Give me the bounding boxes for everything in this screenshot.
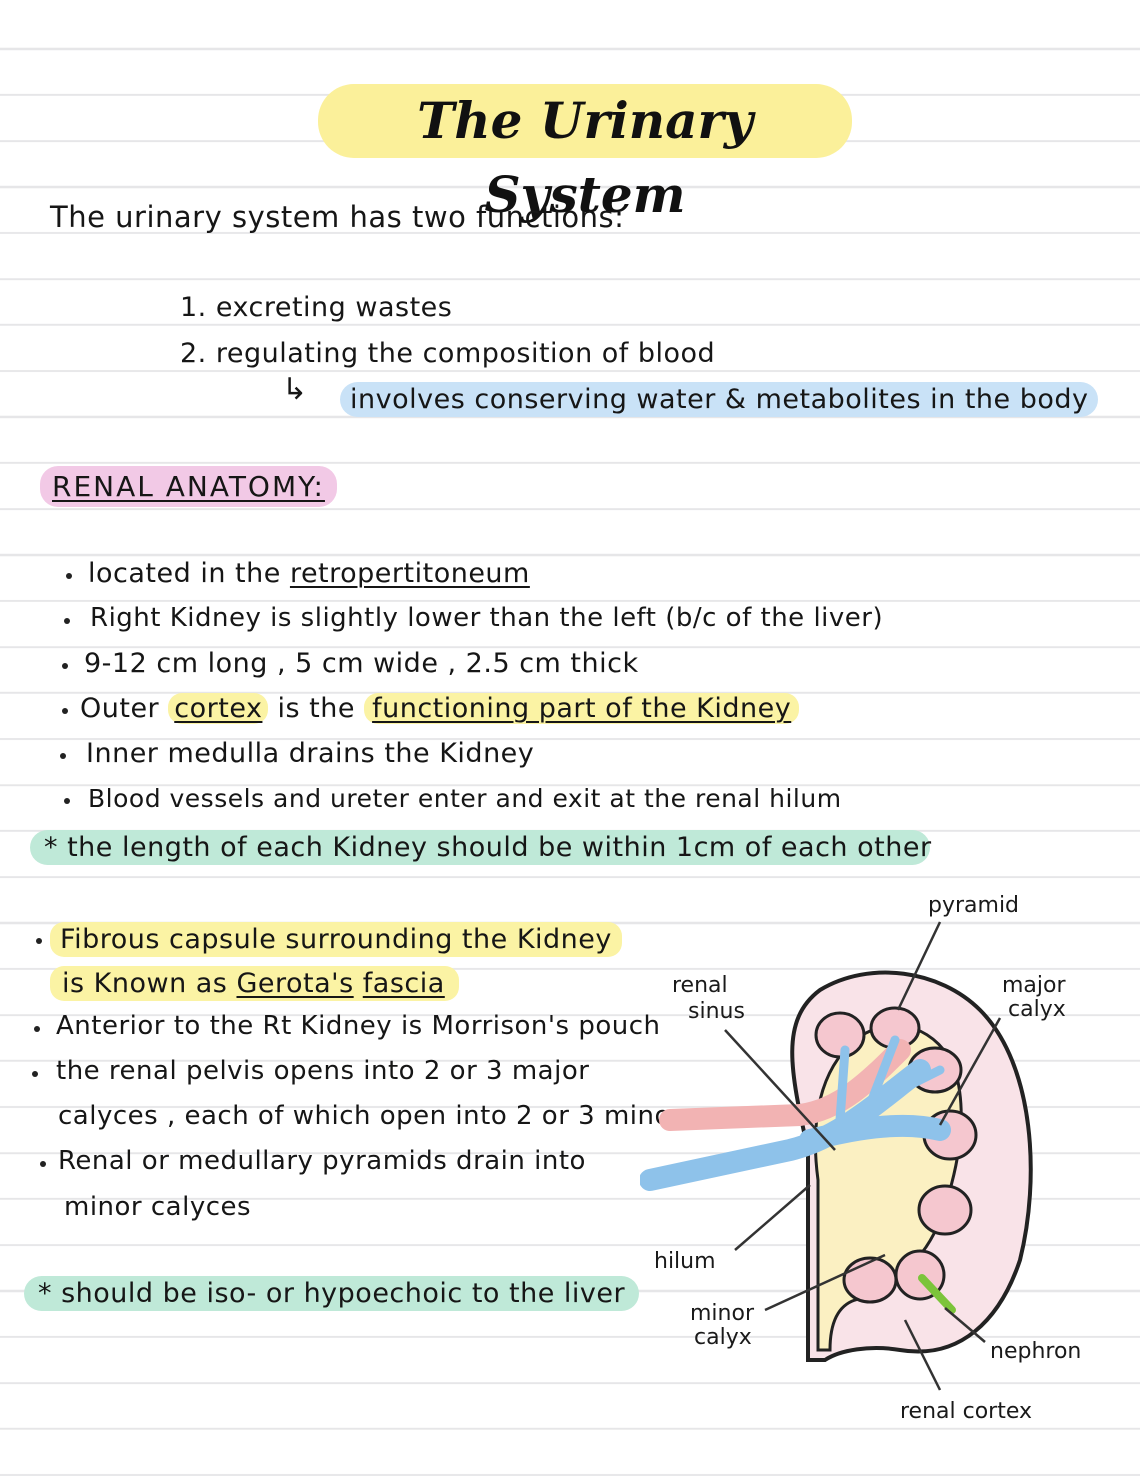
pelvis-line-1: the renal pelvis opens into 2 or 3 major: [56, 1056, 590, 1086]
term-retroperitoneum: retropertitoneum: [289, 558, 530, 589]
pyramid-shape: [844, 1258, 896, 1302]
term-gerotas: Gerota's: [236, 968, 354, 999]
function-item-2: 2. regulating the composition of blood: [180, 338, 716, 369]
anatomy-bullet-3: 9-12 cm long , 5 cm wide , 2.5 cm thick: [84, 648, 639, 679]
title-highlight: [318, 84, 852, 224]
term-cortex: cortex: [168, 693, 268, 724]
function-item-1: 1. excreting wastes: [180, 292, 453, 323]
label-renal-cortex: renal cortex: [900, 1399, 1033, 1424]
term-fascia: fascia: [362, 968, 445, 999]
bullet-dot: [64, 798, 70, 804]
anatomy-bullet-1: [88, 558, 530, 589]
bullet-dot: [66, 573, 72, 579]
label-hilum: hilum: [654, 1249, 716, 1274]
bullet-dot: [62, 708, 68, 714]
label-renal-sinus-1: renal: [672, 973, 728, 998]
bullet-dot: [60, 753, 66, 759]
label-minor-calyx-2: calyx: [694, 1325, 752, 1350]
anatomy-bullet-4: [80, 693, 799, 724]
note-kidney-length: * the length of each Kidney should be within 1cm of each other: [30, 830, 930, 865]
bullet-4-mid: is the: [277, 693, 355, 724]
pyramids-line-2: minor calyces: [64, 1192, 252, 1222]
pelvis-line-2: calyces , each of which open into 2 or 3 minor: [58, 1101, 683, 1131]
capsule-line-2: [50, 966, 459, 1001]
note-echogenicity: * should be iso- or hypoechoic to the liver: [24, 1276, 639, 1311]
page-title: The Urinary System: [417, 91, 753, 224]
bullet-dot: [64, 618, 70, 624]
intro-text: The urinary system has two functions:: [50, 200, 625, 234]
anatomy-bullet-5: Inner medulla drains the Kidney: [86, 738, 535, 769]
label-nephron: nephron: [990, 1339, 1082, 1364]
anterior-text: Anterior to the Rt Kidney is Morrison's pouch: [56, 1011, 661, 1041]
arrow-icon: ↳: [282, 372, 308, 407]
section-heading-renal-anatomy: RENAL ANATOMY:: [40, 466, 337, 507]
label-renal-sinus-2: sinus: [688, 999, 745, 1024]
function-note: involves conserving water & metabolites in the body: [340, 382, 1098, 417]
bullet-dot: [34, 1026, 40, 1032]
bullet-dot: [36, 938, 42, 944]
anatomy-bullet-2: Right Kidney is slightly lower than the left (b/c of the liver): [90, 603, 884, 633]
bullet-dot: [32, 1071, 38, 1077]
label-pyramid: pyramid: [928, 893, 1020, 918]
pyramids-line-1: Renal or medullary pyramids drain into: [58, 1146, 586, 1176]
kidney-diagram: [640, 880, 1110, 1440]
term-functioning-part: functioning part of the Kidney: [364, 693, 799, 724]
anatomy-bullet-6: Blood vessels and ureter enter and exit at the renal hilum: [88, 784, 842, 813]
capsule-line-2-text: is Known as: [62, 968, 228, 999]
label-major-calyx-2: calyx: [1008, 997, 1066, 1022]
capsule-line-1: Fibrous capsule surrounding the Kidney: [50, 922, 622, 957]
label-major-calyx-1: major: [1002, 973, 1066, 998]
pyramid-shape: [919, 1186, 971, 1234]
bullet-1-text: located in the: [88, 558, 281, 589]
label-minor-calyx-1: minor: [690, 1301, 754, 1326]
pyramid-shape: [816, 1013, 864, 1057]
bullet-4-text: Outer: [80, 693, 160, 724]
bullet-dot: [62, 663, 68, 669]
bullet-dot: [40, 1161, 46, 1167]
